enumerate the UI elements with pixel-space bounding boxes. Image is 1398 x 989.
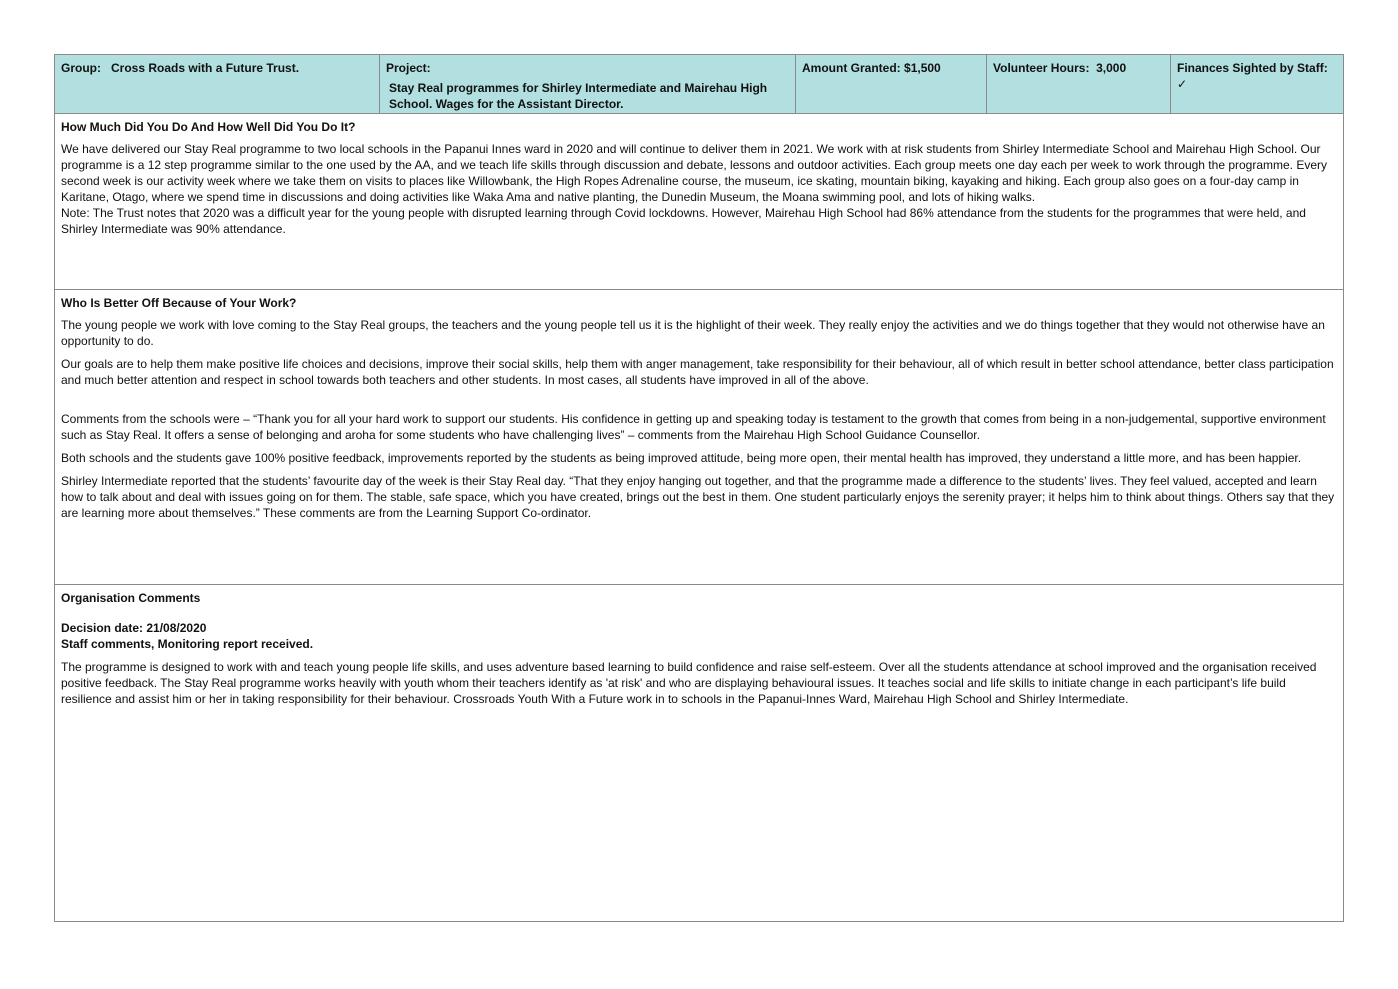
finances-sighted-cell: [1171, 55, 1343, 113]
checkmark-icon: ✓: [1177, 77, 1188, 91]
who-better-off-heading: Who Is Better Off Because of Your Work?: [61, 296, 297, 310]
volunteer-hours-cell: [987, 55, 1171, 113]
group-label: Group:: [61, 61, 101, 75]
who-better-off-paragraph: Comments from the schools were – “Thank you for all your hard work to support our students. His confidence in getting up and speaking today is testament to the growth that comes from being in a non-judgemental, supportive environment such as Stay Real. It offers a sense of belonging and aroha for some students who have challenging lives” – comments from the Mairehau High School Guidance Counsellor.: [61, 412, 1326, 442]
who-better-off-paragraph: Our goals are to help them make positive life choices and decisions, improve their social skills, help them with anger management, take responsibility for their behaviour, all of which result in better school attendance, better class participation and much better attention and respect in school towards both teachers and other students. In most cases, all students have improved in all of the above.: [61, 357, 1334, 387]
amount-label: Amount Granted:: [802, 61, 901, 75]
organisation-comments-heading: Organisation Comments: [61, 591, 201, 605]
how-much-heading: How Much Did You Do And How Well Did You Do It?: [61, 120, 356, 134]
who-better-off-paragraph: Shirley Intermediate reported that the students’ favourite day of the week is their Stay Real day. “That they enjoy hanging out together, and that the programme made a difference to the students’ lives. They feel valued, accepted and learn how to talk about and deal with issues going on for them. The stable, safe space, which you have created, brings out the best in them. One student particularly enjoys the serenity prayer; it helps him to think about things. Others say that they are learning more about themselves.” These comments are from the Learning Support Co-ordinator.: [61, 474, 1335, 520]
who-better-off-paragraph: Both schools and the students gave 100% positive feedback, improvements reported by the students as being improved attitude, being more open, their mental health has improved, they understand a little more, and has been happier.: [61, 451, 1302, 465]
how-much-paragraph: We have delivered our Stay Real programme to two local schools in the Papanui Innes ward in 2020 and will continue to deliver them in 2021. We work with at risk students from Shirley Intermediate School and Mairehau High School. Our programme is a 12 step programme similar to the one used by the AA, and we teach life skills through discussion and debate, lessons and outdoor activities. Each group meets one day each per week to work through the programme. Every second week is our activity week where we take them on visits to places like Willowbank, the High Ropes Adrenaline course, the museum, ice skating, mountain biking, kayaking and hiking. Each group also goes on a four-day camp in Karitane, Otago, where we spend time in discussions and doing activities like Waka Ama and native planting, the Dunedin Museum, the Moana swimming pool, and lots of hiking walks.: [61, 142, 1328, 204]
spacer: [61, 395, 1337, 411]
decision-date: Decision date: 21/08/2020: [61, 621, 207, 635]
hours-value: 3,000: [1096, 61, 1127, 75]
hours-label: Volunteer Hours:: [993, 61, 1090, 75]
group-cell: [55, 55, 380, 113]
amount-value: $1,500: [904, 61, 941, 75]
amount-granted-cell: [796, 55, 987, 113]
project-label: Project:: [386, 61, 431, 75]
who-better-off-paragraph: The young people we work with love coming to the Stay Real groups, the teachers and the young people tell us it is the highlight of their week. They really enjoy the activities and we do things together that they would not otherwise have an opportunity to do.: [61, 318, 1325, 348]
finances-label: Finances Sighted by Staff:: [1177, 61, 1328, 75]
report-table: [54, 54, 1344, 922]
project-value: Stay Real programmes for Shirley Intermediate and Mairehau High School. Wages for the Assistant Director.: [389, 81, 768, 111]
group-value: Cross Roads with a Future Trust.: [111, 61, 300, 75]
spacer: [61, 606, 1337, 620]
organisation-comments-paragraph: The programme is designed to work with and teach young people life skills, and uses adventure based learning to build confidence and raise self-esteem. Over all the students attendance at school improved and the organisation received positive feedback. The Stay Real programme works heavily with youth whom their teachers identify as 'at risk' and who are displaying behavioural issues. It teaches social and life skills to initiate change in each participant’s life build resilience and assist him or her in taking responsibility for their behaviour. Crossroads Youth With a Future work in to schools in the Papanui-Innes Ward, Mairehau High School and Shirley Intermediate.: [61, 660, 1317, 706]
report-header-row: [55, 55, 1343, 114]
organisation-comments-section: [55, 585, 1343, 922]
staff-comments-line: Staff comments, Monitoring report received.: [61, 637, 314, 651]
how-much-section: [55, 114, 1343, 290]
project-cell: [380, 55, 796, 113]
how-much-note: Note: The Trust notes that 2020 was a difficult year for the young people with disrupted learning through Covid lockdowns. However, Mairehau High School had 86% attendance from the students for the programmes that were held, and Shirley Intermediate was 90% attendance.: [61, 206, 1306, 236]
who-better-off-section: [55, 290, 1343, 585]
